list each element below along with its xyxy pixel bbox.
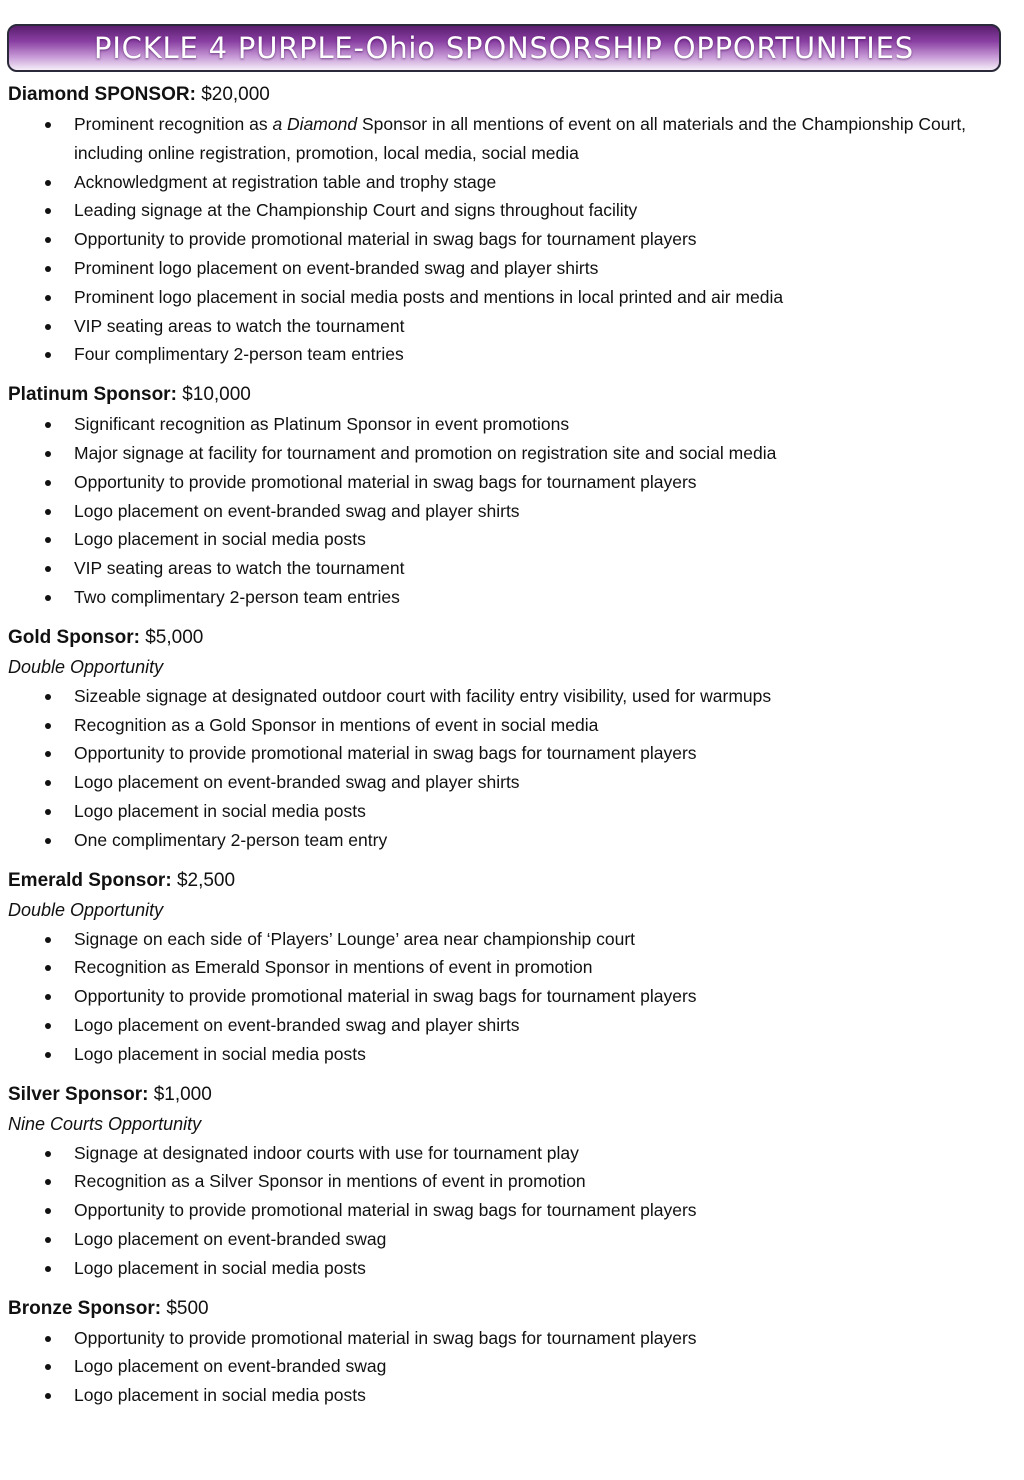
benefit-text: Logo placement on event-branded swag	[74, 1356, 387, 1377]
tier-heading	[8, 1294, 1008, 1324]
benefit-text: Opportunity to provide promotional material in swag bags for tournament players	[74, 1327, 697, 1348]
benefit-text: Significant recognition as Platinum Sponsor in event promotions	[74, 414, 570, 435]
tier-heading	[8, 380, 1008, 410]
benefit-text-continued: Sponsor in all mentions of event on all materials and the Championship Court, including online registration, promotion, local media, social media	[74, 114, 967, 163]
benefit-item	[8, 283, 1008, 312]
benefit-text: Opportunity to provide promotional material in swag bags for tournament players	[74, 471, 697, 492]
benefit-item	[8, 554, 1008, 583]
benefit-item	[8, 225, 1008, 254]
benefit-text: Two complimentary 2-person team entries	[74, 586, 400, 607]
tier-subtitle: Double Opportunity	[8, 899, 164, 920]
benefit-item	[8, 1011, 1008, 1040]
benefit-item	[8, 1040, 1008, 1069]
tier-name: Emerald Sponsor:	[8, 869, 172, 891]
tier-name: Bronze Sponsor:	[8, 1297, 162, 1319]
benefit-item	[8, 768, 1008, 797]
tier-price: $20,000	[201, 84, 270, 105]
benefit-text: Recognition as Emerald Sponsor in mentions of event in promotion	[74, 957, 593, 978]
sponsor-tier-section	[8, 380, 1008, 612]
page-title: PICKLE 4 PURPLE-Ohio SPONSORSHIP OPPORTUNITIES	[94, 31, 914, 65]
benefit-item	[8, 168, 1008, 197]
benefit-text: Opportunity to provide promotional material in swag bags for tournament players	[74, 743, 697, 764]
tier-price: $10,000	[182, 384, 251, 406]
benefit-item	[8, 1225, 1008, 1254]
benefit-text: Signage at designated indoor courts with use for tournament play	[74, 1142, 579, 1163]
sponsor-tier-section	[8, 866, 1008, 1069]
benefit-item	[8, 468, 1008, 497]
benefit-text: Opportunity to provide promotional material in swag bags for tournament players	[74, 986, 697, 1007]
benefit-item	[8, 340, 1008, 369]
benefit-item	[8, 739, 1008, 768]
benefit-list	[8, 110, 1008, 369]
sponsor-tier-section	[8, 1080, 1008, 1283]
benefit-item	[8, 1167, 1008, 1196]
benefit-item	[8, 1139, 1008, 1168]
benefit-item	[8, 410, 1008, 439]
benefit-list	[8, 682, 1008, 855]
benefit-text: Logo placement in social media posts	[74, 1385, 366, 1406]
benefit-item	[8, 1196, 1008, 1225]
benefit-text: Prominent logo placement on event-branded swag and player shirts	[74, 257, 599, 278]
tier-heading	[8, 1080, 1008, 1110]
benefit-text: Prominent recognition as	[74, 114, 273, 134]
benefit-text: Opportunity to provide promotional material in swag bags for tournament players	[74, 1200, 697, 1221]
benefit-item	[8, 953, 1008, 982]
benefit-text: Opportunity to provide promotional material in swag bags for tournament players	[74, 229, 697, 250]
benefit-item	[8, 925, 1008, 954]
benefit-list	[8, 1324, 1008, 1410]
benefit-text: Signage on each side of ‘Players’ Lounge’ area near championship court	[74, 928, 636, 949]
tier-name: Diamond SPONSOR:	[8, 84, 196, 105]
benefit-text: Prominent logo placement in social media posts and mentions in local printed and air media	[74, 286, 784, 307]
benefit-text: Sizeable signage at designated outdoor court with facility entry visibility, used for warmups	[74, 685, 772, 706]
benefit-item	[8, 711, 1008, 740]
benefit-text: VIP seating areas to watch the tournament	[74, 558, 405, 579]
benefit-text: Four complimentary 2-person team entries	[74, 344, 404, 365]
benefit-text: Logo placement on event-branded swag and player shirts	[74, 1014, 520, 1035]
benefit-item	[8, 312, 1008, 341]
benefit-item	[8, 525, 1008, 554]
tier-price: $1,000	[153, 1083, 212, 1105]
benefit-item	[8, 1324, 1008, 1353]
tier-subtitle: Nine Courts Opportunity	[8, 1113, 202, 1134]
tier-name: Silver Sponsor:	[8, 1083, 149, 1105]
benefit-text: VIP seating areas to watch the tournament	[74, 315, 405, 336]
benefit-item	[8, 797, 1008, 826]
benefit-text: Leading signage at the Championship Court and signs throughout facility	[74, 200, 638, 221]
benefit-item	[8, 1352, 1008, 1381]
tier-heading	[8, 623, 1008, 653]
sponsor-tier-section	[8, 623, 1008, 855]
benefit-item	[8, 254, 1008, 283]
sponsorship-tiers	[8, 80, 1008, 1421]
benefit-item	[8, 497, 1008, 526]
benefit-text: Logo placement in social media posts	[74, 800, 366, 821]
tier-heading	[8, 80, 1008, 110]
tier-subtitle: Double Opportunity	[8, 656, 164, 677]
tier-price: $500	[166, 1297, 209, 1319]
tier-name: Gold Sponsor:	[8, 626, 140, 648]
benefit-text: Recognition as a Silver Sponsor in mentions of event in promotion	[74, 1171, 586, 1192]
benefit-list	[8, 410, 1008, 612]
benefit-text: One complimentary 2-person team entry	[74, 829, 388, 850]
benefit-list	[8, 1139, 1008, 1283]
tier-price: $5,000	[145, 626, 204, 648]
benefit-text: Logo placement on event-branded swag and player shirts	[74, 500, 520, 521]
benefit-text: Logo placement in social media posts	[74, 1257, 366, 1278]
tier-name: Platinum Sponsor:	[8, 384, 177, 406]
benefit-item	[8, 982, 1008, 1011]
benefit-item	[8, 196, 1008, 225]
title-banner	[7, 24, 1001, 72]
benefit-emphasis: a Diamond	[272, 114, 358, 134]
benefit-text: Acknowledgment at registration table and trophy stage	[74, 171, 497, 192]
benefit-text: Recognition as a Gold Sponsor in mentions of event in social media	[74, 714, 599, 735]
benefit-text: Logo placement on event-branded swag and player shirts	[74, 772, 520, 793]
benefit-text: Logo placement in social media posts	[74, 1043, 366, 1064]
sponsor-tier-section	[8, 80, 1008, 369]
benefit-item	[8, 1254, 1008, 1283]
benefit-item	[8, 1381, 1008, 1410]
benefit-item	[8, 682, 1008, 711]
tier-price: $2,500	[176, 869, 236, 891]
benefit-text: Logo placement on event-branded swag	[74, 1228, 387, 1249]
benefit-item	[8, 826, 1008, 855]
benefit-text: Logo placement in social media posts	[74, 529, 366, 550]
benefit-item	[8, 583, 1008, 612]
benefit-list	[8, 925, 1008, 1069]
tier-heading	[8, 866, 1008, 896]
benefit-item	[8, 110, 1008, 168]
benefit-text: Major signage at facility for tournament and promotion on registration site and social media	[74, 442, 777, 463]
benefit-item	[8, 439, 1008, 468]
sponsor-tier-section	[8, 1294, 1008, 1410]
